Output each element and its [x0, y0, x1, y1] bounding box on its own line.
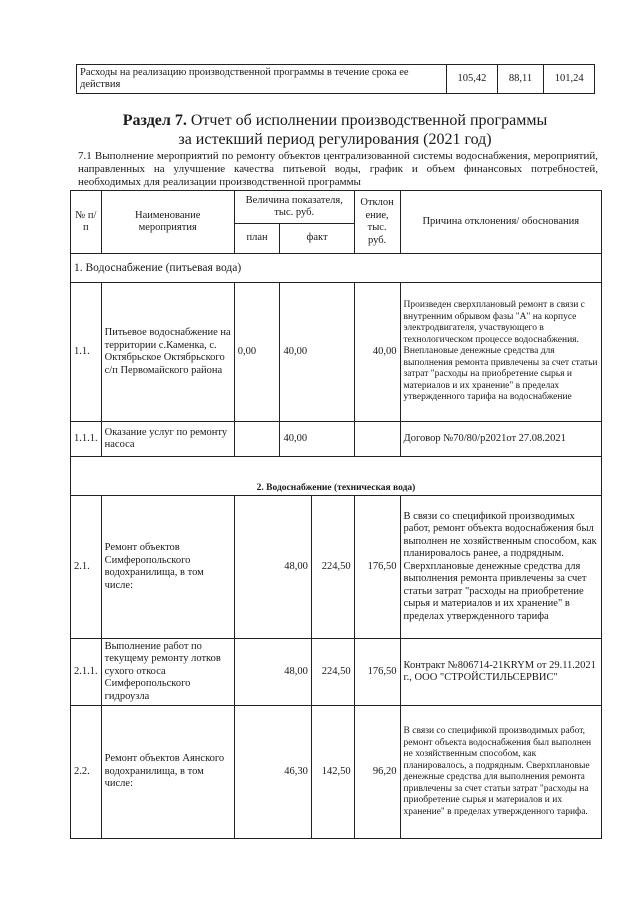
summary-table [76, 64, 595, 94]
row-reason: Произведен сверхплановый ремонт в связи с внутренним обрывом фазы "А" на корпусе электродвигателя, участвующего в технологическом процессе водоснабжения. Внеплановые денежные средства для выполнения ремонта привлечены за счет статьи затрат "расходы на приобретение сырья и материалов и их хранение" в пределах утвержденного тарифа на водоснабжение [400, 283, 601, 422]
row-plan: 0,00 [234, 283, 280, 422]
row-num: 1.1.1. [71, 422, 102, 457]
table-row [71, 639, 602, 706]
row-plan: 48,00 [234, 639, 311, 706]
header-name: Наименование мероприятия [101, 191, 234, 254]
intro-paragraph: 7.1 Выполнение мероприятий по ремонту объектов централизованной системы водоснабжения, мероприятий, направленных на улучшение качества питьевой воды, график и объем финансовых потребностей, необходимых для реализации производственной программы [78, 150, 598, 188]
row-plan: 48,00 [234, 496, 311, 639]
row-reason: Контракт №806714-21KRYM от 29.11.2021 г., ООО "СТРОЙСТИЛЬСЕРВИС" [400, 639, 601, 706]
heading-line-1-rest: Отчет об исполнении производственной программы [186, 112, 548, 129]
row-fact: 40,00 [280, 283, 354, 422]
row-fact: 142,50 [311, 706, 354, 839]
summary-value-3: 101,24 [544, 65, 595, 94]
heading-line-2: за истекший период регулирования (2021 год) [178, 131, 492, 148]
section-2-row [71, 457, 602, 496]
summary-value-2: 88,11 [497, 65, 544, 94]
row-num: 2.1. [71, 496, 102, 639]
row-num: 2.1.1. [71, 639, 102, 706]
row-name: Питьевое водоснабжение на территории с.Каменка, с. Октябрьское Октябрьского с/п Первомайского района [101, 283, 234, 422]
header-value: Величина показателя, тыс. руб. [234, 191, 354, 224]
header-fact: факт [280, 224, 354, 254]
heading-line-1 [60, 111, 610, 130]
section-heading [60, 111, 610, 149]
row-deviation [354, 422, 400, 457]
row-deviation: 176,50 [354, 496, 400, 639]
heading-bold: Раздел 7. [122, 112, 187, 129]
row-num: 1.1. [71, 283, 102, 422]
row-fact: 40,00 [280, 422, 354, 457]
row-reason: В связи со спецификой производимых работ, ремонт объекта водоснабжения был выполнен не хозяйственным способом, как планировалось, а подрядным. Сверхплановые денежные средства для выполнения ремонта привлечены за счет статьи затрат "расходы на приобретение сырья и материалов и их хранение" в пределах утвержденного тарифа. [400, 706, 601, 839]
summary-label: Расходы на реализацию производственной программы в течение срока ее действия [77, 65, 447, 94]
table-row [71, 706, 602, 839]
header-plan: план [234, 224, 280, 254]
summary-value-1: 105,42 [447, 65, 498, 94]
row-plan [234, 422, 280, 457]
section-1-row [71, 254, 602, 283]
row-reason: Договор №70/80/р2021от 27.08.2021 [400, 422, 601, 457]
row-reason: В связи со спецификой производимых работ, ремонт объекта водоснабжения был выполнен не хозяйственным способом, как планировалось ранее, а подрядным. Сверхплановые денежные средства для выполнения ремонта привлечены за счет статьи затрат "расходы на приобретение сырья и материалов и их хранение" в пределах утвержденного тарифа [400, 496, 601, 639]
row-name: Ремонт объектов Симферопольского водохранилища, в том числе: [101, 496, 234, 639]
row-fact: 224,50 [311, 496, 354, 639]
table-row [71, 496, 602, 639]
table-row [71, 422, 602, 457]
row-fact: 224,50 [311, 639, 354, 706]
section-1-title: 1. Водоснабжение (питьевая вода) [71, 254, 602, 283]
header-row-1 [71, 191, 602, 224]
row-num: 2.2. [71, 706, 102, 839]
measures-table [70, 190, 602, 839]
row-deviation: 40,00 [354, 283, 400, 422]
row-plan: 46,30 [234, 706, 311, 839]
summary-row [77, 65, 595, 94]
row-name: Выполнение работ по текущему ремонту лотков сухого откоса Симферопольского гидроузла [101, 639, 234, 706]
header-reason: Причина отклонения/ обоснования [400, 191, 601, 254]
row-name: Оказание услуг по ремонту насоса [101, 422, 234, 457]
section-2-title: 2. Водоснабжение (техническая вода) [71, 457, 602, 496]
header-num: № п/п [71, 191, 102, 254]
header-deviation: Отклон ение, тыс. руб. [354, 191, 400, 254]
table-row [71, 283, 602, 422]
row-name: Ремонт объектов Аянского водохранилища, в том числе: [101, 706, 234, 839]
row-deviation: 96,20 [354, 706, 400, 839]
row-deviation: 176,50 [354, 639, 400, 706]
